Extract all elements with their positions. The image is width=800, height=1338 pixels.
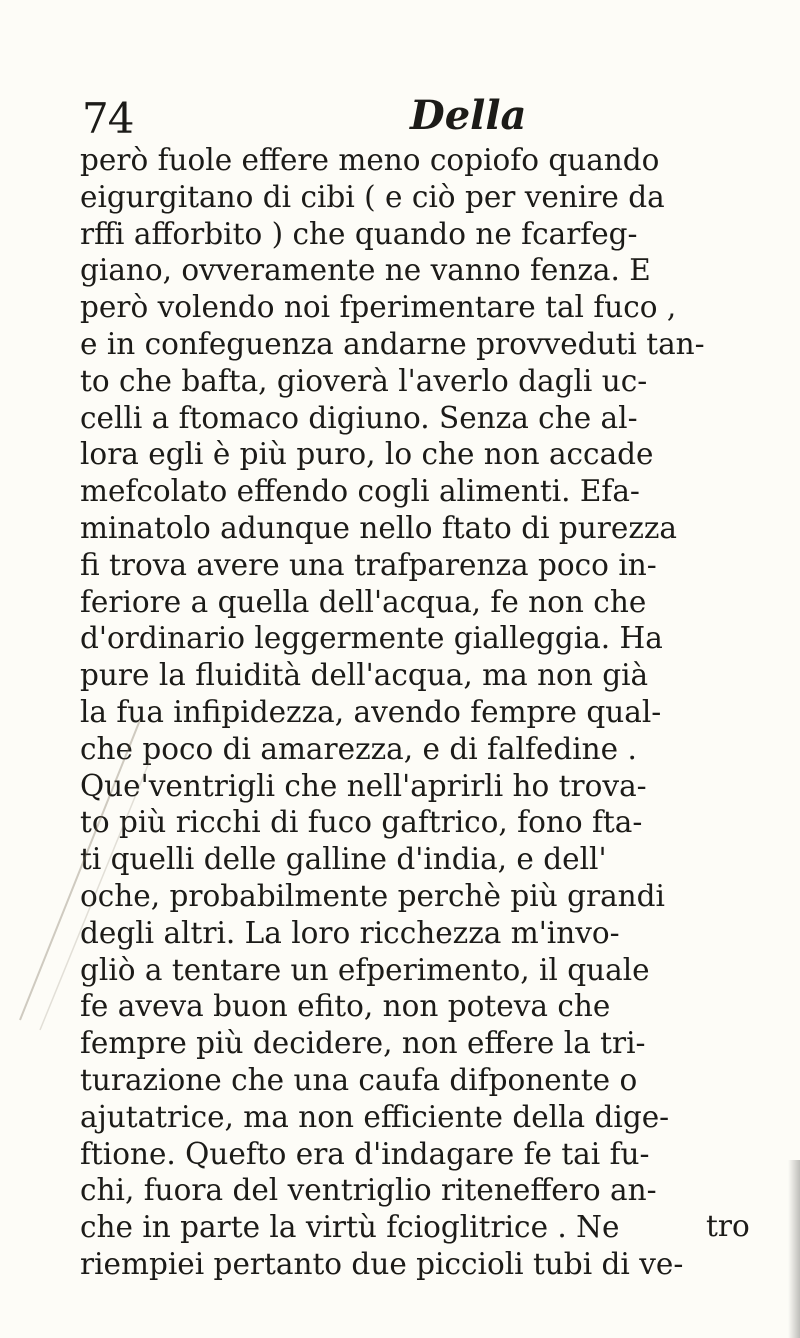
- text-line: celli a ftomaco digiuno. Senza che al-: [80, 400, 638, 435]
- text-line: riempiei pertanto due piccioli tubi di ve-: [80, 1246, 684, 1281]
- running-head: Della: [410, 92, 527, 139]
- text-line: Que'ventrigli che nell'aprirli ho trova-: [80, 768, 647, 803]
- text-line: d'ordinario leggermente gialleggia. Ha: [80, 621, 663, 656]
- text-line: fi trova avere una trafparenza poco in-: [80, 547, 657, 582]
- text-line: ti quelli delle galline d'india, e dell': [80, 842, 607, 877]
- text-line: però fuole effere meno copiofo quando: [80, 143, 660, 177]
- text-line: mefcolato effendo cogli alimenti. Efa-: [80, 474, 640, 509]
- text-line: fempre più decidere, non effere la tri-: [80, 1026, 646, 1061]
- page-edge-shadow: [788, 1160, 800, 1338]
- text-line: giano, ovveramente ne vanno fenza. E: [80, 253, 651, 288]
- text-line: però volendo noi fperimentare tal fuco ,: [80, 290, 677, 325]
- text-line: che poco di amarezza, e di falfedine .: [80, 731, 637, 766]
- text-line: chi, fuora del ventriglio riteneffero an-: [80, 1173, 657, 1208]
- text-line: degli altri. La loro ricchezza m'invo-: [80, 915, 620, 950]
- text-line: che in parte la virtù fcioglitrice . Ne: [80, 1210, 620, 1245]
- text-line: to più ricchi di fuco gaftrico, fono fta-: [80, 805, 643, 840]
- text-line: feriore a quella dell'acqua, fe non che: [80, 584, 647, 619]
- text-line: gliò a tentare un efperimento, il quale: [80, 952, 650, 987]
- text-line: to che bafta, gioverà l'averlo dagli uc-: [80, 363, 648, 398]
- text-line: fe aveva buon efito, non poteva che: [80, 989, 611, 1024]
- text-line: e in confeguenza andarne provveduti tan-: [80, 326, 705, 361]
- text-line: ftione. Quefto era d'indagare fe tai fu-: [80, 1136, 650, 1171]
- text-line: minatolo adunque nello ftato di purezza: [80, 510, 678, 545]
- text-line: oche, probabilmente perchè più grandi: [80, 878, 665, 913]
- body-text: [80, 142, 780, 1283]
- text-line: ajutatrice, ma non efficiente della dige-: [80, 1099, 670, 1134]
- text-line: eigurgitano di cibi ( e ciò per venire da: [80, 179, 665, 214]
- catchword: tro: [706, 1209, 750, 1243]
- text-line: rffi afforbito ) che quando ne fcarfeg-: [80, 216, 638, 251]
- text-line: turazione che una caufa difponente o: [80, 1062, 638, 1097]
- page-number: 74: [82, 94, 134, 143]
- text-line: la fua infipidezza, avendo fempre qual-: [80, 694, 662, 729]
- text-line: pure la fluidità dell'acqua, ma non già: [80, 658, 649, 693]
- text-line: lora egli è più puro, lo che non accade: [80, 437, 654, 472]
